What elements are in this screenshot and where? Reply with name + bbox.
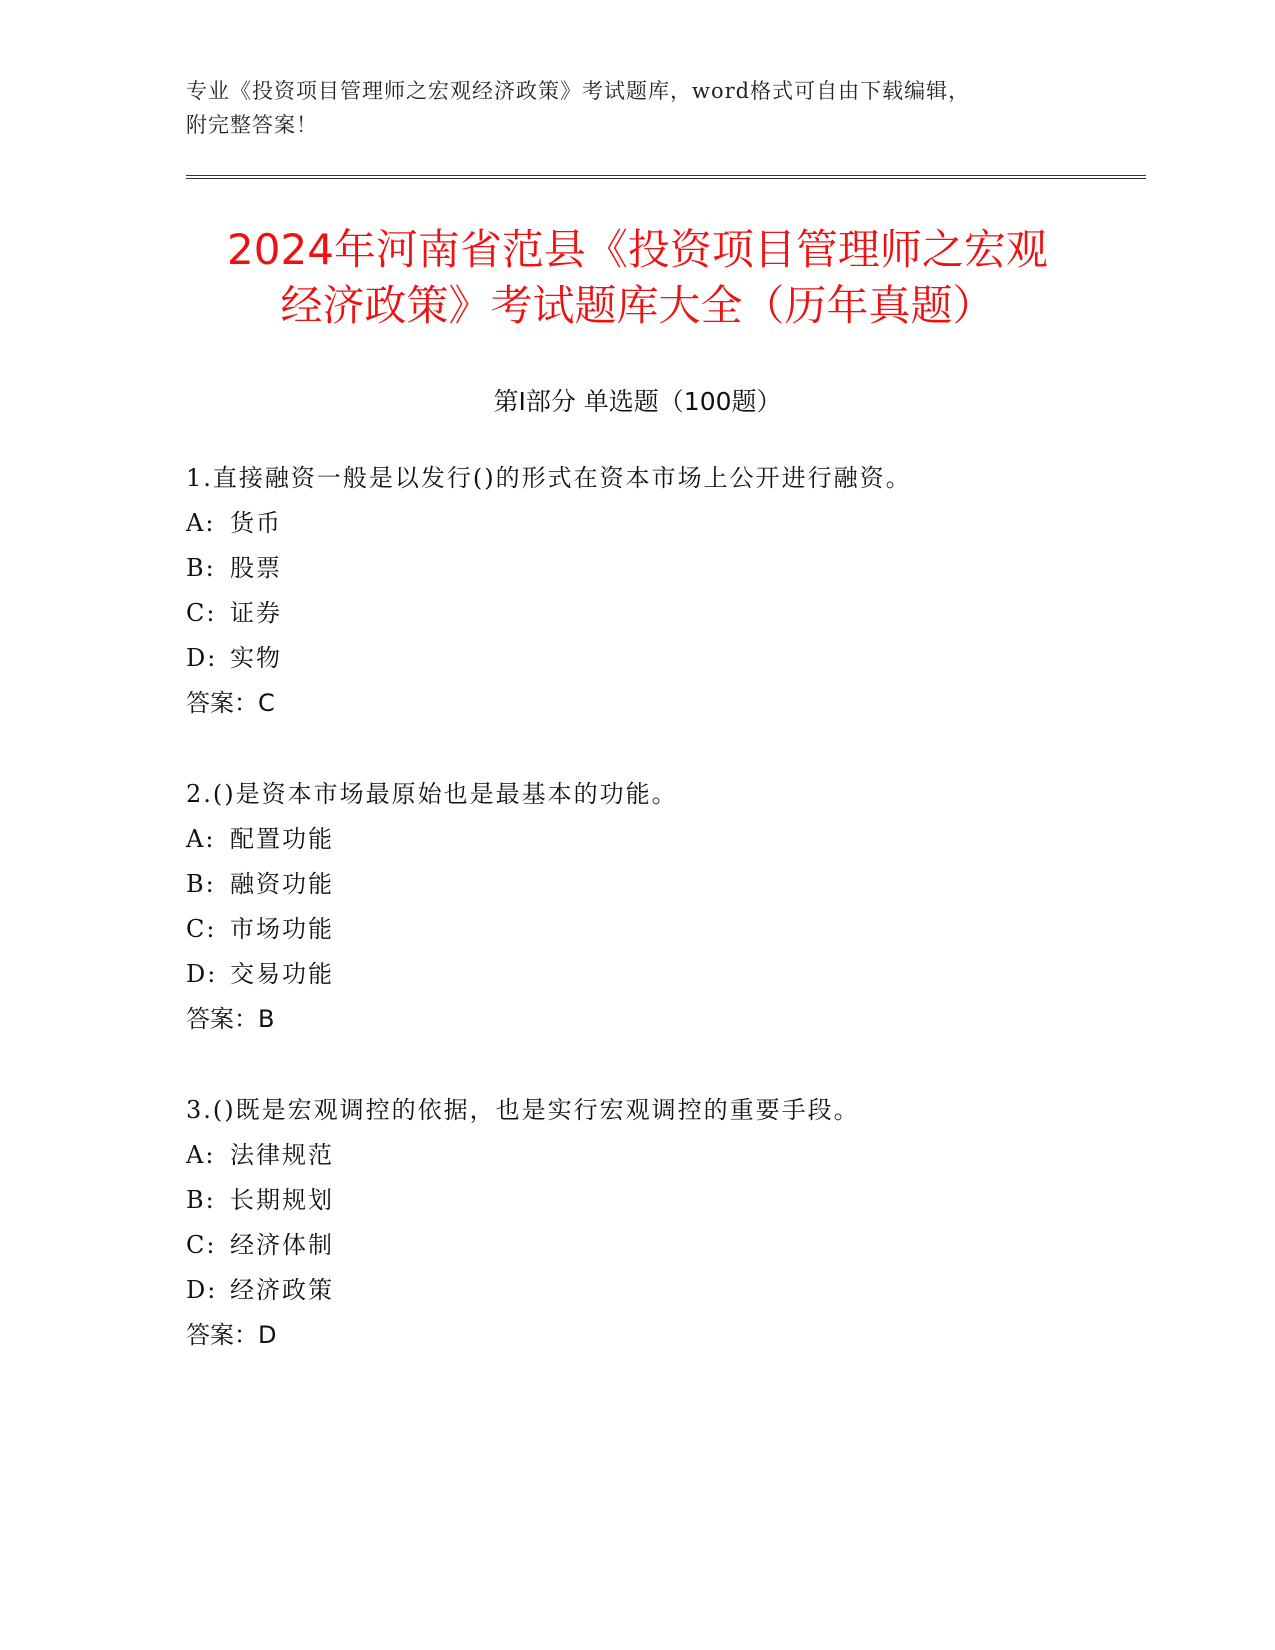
option-text: 市场功能 [230,915,334,943]
option-text: 长期规划 [230,1186,334,1214]
question-1 [186,456,1146,726]
option-key: D: [186,644,218,672]
header-note-line-2: 附完整答案！ [186,113,318,137]
option-d [186,1268,1146,1313]
option-d [186,636,1146,681]
option-text: 实物 [230,644,282,672]
document-title-line-2: 经济政策》考试题库大全（历年真题） [280,281,995,330]
header-note-line-1: 专业《投资项目管理师之宏观经济政策》考试题库，word格式可自由下载编辑， [186,79,971,103]
option-text: 经济政策 [230,1276,334,1304]
option-text: 法律规范 [230,1141,334,1169]
option-key: A: [186,509,216,537]
option-key: C: [186,915,217,943]
question-3 [186,1088,1146,1358]
question-stem: 2.()是资本市场最原始也是最基本的功能。 [186,780,678,808]
option-b [186,1178,1146,1223]
question-stem: 1.直接融资一般是以发行()的形式在资本市场上公开进行融资。 [186,464,912,492]
option-c [186,907,1146,952]
option-text: 融资功能 [230,870,334,898]
document-title-line-1: 2024年河南省范县《投资项目管理师之宏观 [227,225,1048,274]
option-text: 股票 [230,554,282,582]
option-key: B: [186,1186,216,1214]
option-a [186,501,1146,546]
question-2 [186,772,1146,1042]
option-a [186,817,1146,862]
header-note [186,74,1086,142]
option-key: B: [186,870,216,898]
option-text: 交易功能 [230,960,334,988]
answer: 答案：B [186,1005,275,1033]
option-key: D: [186,960,218,988]
option-c [186,591,1146,636]
option-b [186,546,1146,591]
header-divider [186,175,1146,179]
option-key: C: [186,599,217,627]
document-title [150,222,1125,334]
option-b [186,862,1146,907]
option-text: 货币 [230,509,282,537]
section-heading: 第Ⅰ部分 单选题（100题） [493,387,782,416]
answer: 答案：D [186,1321,277,1349]
option-a [186,1133,1146,1178]
option-d [186,952,1146,997]
option-key: C: [186,1231,217,1259]
answer: 答案：C [186,689,275,717]
option-key: D: [186,1276,218,1304]
option-text: 配置功能 [230,825,334,853]
option-key: A: [186,825,216,853]
option-c [186,1223,1146,1268]
question-stem: 3.()既是宏观调控的依据，也是实行宏观调控的重要手段。 [186,1096,860,1124]
option-text: 证券 [230,599,282,627]
option-key: B: [186,554,216,582]
option-key: A: [186,1141,216,1169]
option-text: 经济体制 [230,1231,334,1259]
